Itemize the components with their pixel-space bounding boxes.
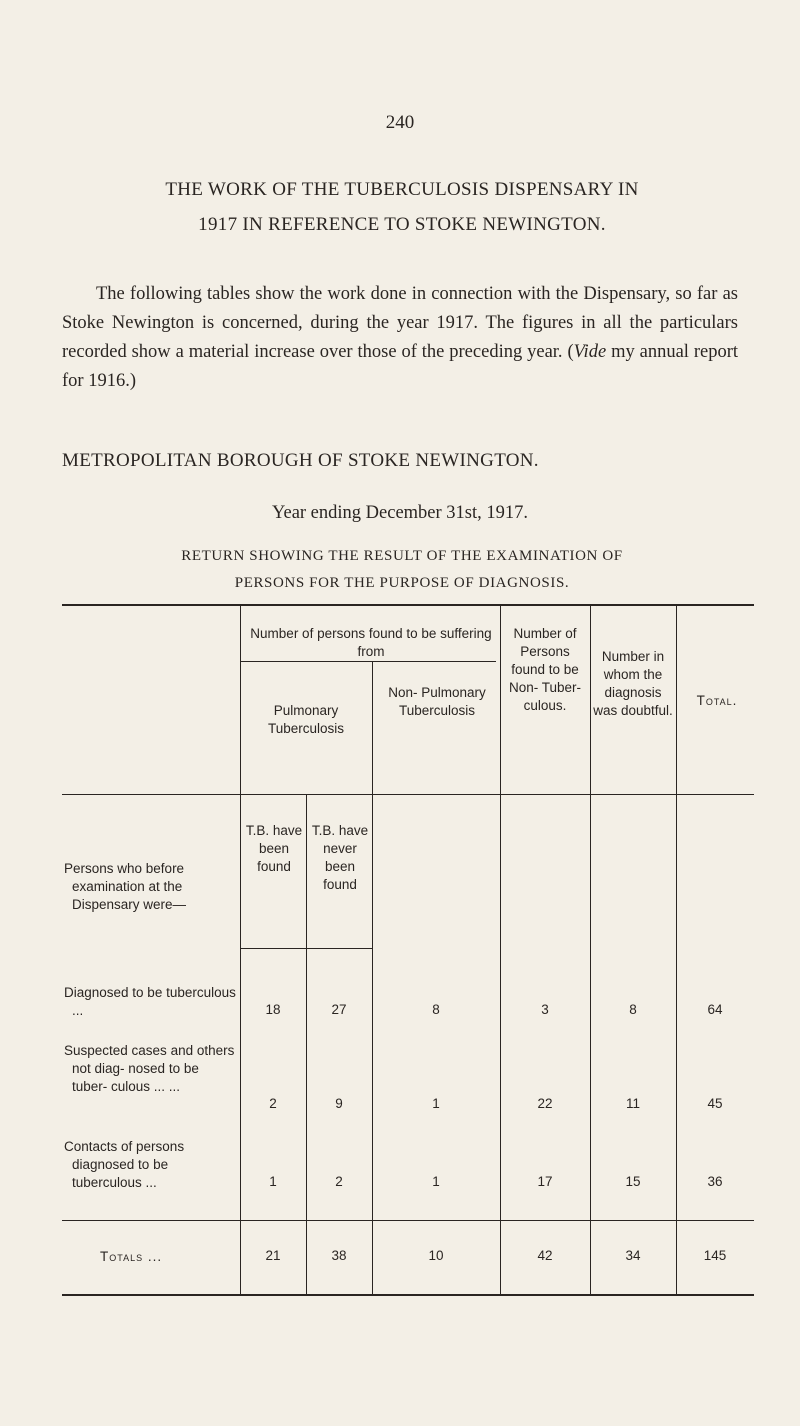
- row-1-tb-never: 27: [331, 1002, 347, 1017]
- row-3-total: 36: [707, 1174, 723, 1189]
- row-1-doubtful: 8: [629, 1002, 637, 1017]
- intro-tail: my annual report for 1916.): [62, 342, 739, 391]
- intro-vide: Vide: [573, 342, 607, 362]
- row-2-doubtful: 11: [625, 1096, 640, 1111]
- row-3-label: Contacts of persons diagnosed to be tuberculous ...: [64, 1139, 185, 1190]
- header-non-tuberculous: Number of Persons found to be Non- Tuber- culous.: [508, 626, 582, 713]
- subheader-tb-never: T.B. have never been found: [311, 823, 369, 892]
- row-3-non-tuberculous: 17: [537, 1174, 553, 1189]
- row-1-non-pulmonary: 8: [432, 1002, 440, 1017]
- table-bottom-rule: [62, 1294, 754, 1296]
- year-heading: Year ending December 31st, 1917.: [271, 503, 529, 523]
- row-2-non-pulmonary: 1: [432, 1096, 440, 1111]
- return-title-line-2: PERSONS FOR THE PURPOSE OF DIAGNOSIS.: [234, 575, 570, 591]
- row-2-total: 45: [707, 1096, 723, 1111]
- row-3-doubtful: 15: [625, 1174, 641, 1189]
- totals-doubtful: 34: [625, 1248, 641, 1263]
- row-3-non-pulmonary: 1: [432, 1174, 440, 1189]
- row-1-tb-found: 18: [265, 1002, 281, 1017]
- page-number: 240: [385, 112, 415, 133]
- col-rule-4: [500, 605, 501, 1294]
- totals-label: Totals ...: [100, 1249, 163, 1264]
- header-non-pulmonary: Non- Pulmonary Tuberculosis: [388, 685, 486, 718]
- totals-total: 145: [703, 1248, 727, 1263]
- intro-main: The following tables show the work done in connection with the Dispensary, so far as Stoke Newington is concerned, during the year 1917. The figures in all the particulars recorded show a material increase over those of the preceding year. (: [62, 284, 738, 362]
- table-top-rule: [62, 604, 754, 606]
- row-2-label: Suspected cases and others not diag- nosed to be tuber- culous ... ...: [64, 1043, 235, 1094]
- section-title-line-2: 1917 IN REFERENCE TO STOKE NEWINGTON.: [198, 214, 606, 235]
- row-3-tb-never: 2: [335, 1174, 343, 1189]
- row-1-non-tuberculous: 3: [541, 1002, 549, 1017]
- totals-non-tuberculous: 42: [537, 1248, 553, 1263]
- row-1-label: Diagnosed to be tuberculous ...: [64, 985, 236, 1018]
- row-intro-label: Persons who before examination at the Dispensary were—: [64, 861, 187, 912]
- subheader-tb-found: T.B. have been found: [245, 823, 303, 874]
- col-rule-3: [372, 662, 373, 1294]
- row-2-tb-never: 9: [335, 1096, 343, 1111]
- totals-tb-never: 38: [331, 1248, 347, 1263]
- borough-heading: METROPOLITAN BOROUGH OF STOKE NEWINGTON.: [62, 450, 539, 471]
- return-title-line-1: RETURN SHOWING THE RESULT OF THE EXAMINATION OF: [181, 548, 623, 564]
- row-1-total: 64: [707, 1002, 723, 1017]
- header-group-label: Number of persons found to be suffering from: [250, 626, 492, 659]
- totals-non-pulmonary: 10: [428, 1248, 444, 1263]
- header-pulmonary: Pulmonary Tuberculosis: [267, 703, 345, 736]
- row-2-tb-found: 2: [269, 1096, 277, 1111]
- col-rule-5: [590, 605, 591, 1294]
- totals-tb-found: 21: [265, 1248, 281, 1263]
- header-mid-rule: [240, 661, 496, 662]
- header-total: Total.: [696, 693, 738, 708]
- section-title-line-1: THE WORK OF THE TUBERCULOSIS DISPENSARY IN: [165, 179, 639, 200]
- col-rule-6: [676, 605, 677, 1294]
- col-rule-1: [240, 605, 241, 1294]
- totals-rule: [62, 1220, 754, 1221]
- row-2-non-tuberculous: 22: [537, 1096, 553, 1111]
- row-3-tb-found: 1: [269, 1174, 277, 1189]
- col-rule-2: [306, 794, 307, 1294]
- header-bottom-rule: [62, 794, 754, 795]
- header-doubtful: Number in whom the diagnosis was doubtful.: [593, 649, 673, 718]
